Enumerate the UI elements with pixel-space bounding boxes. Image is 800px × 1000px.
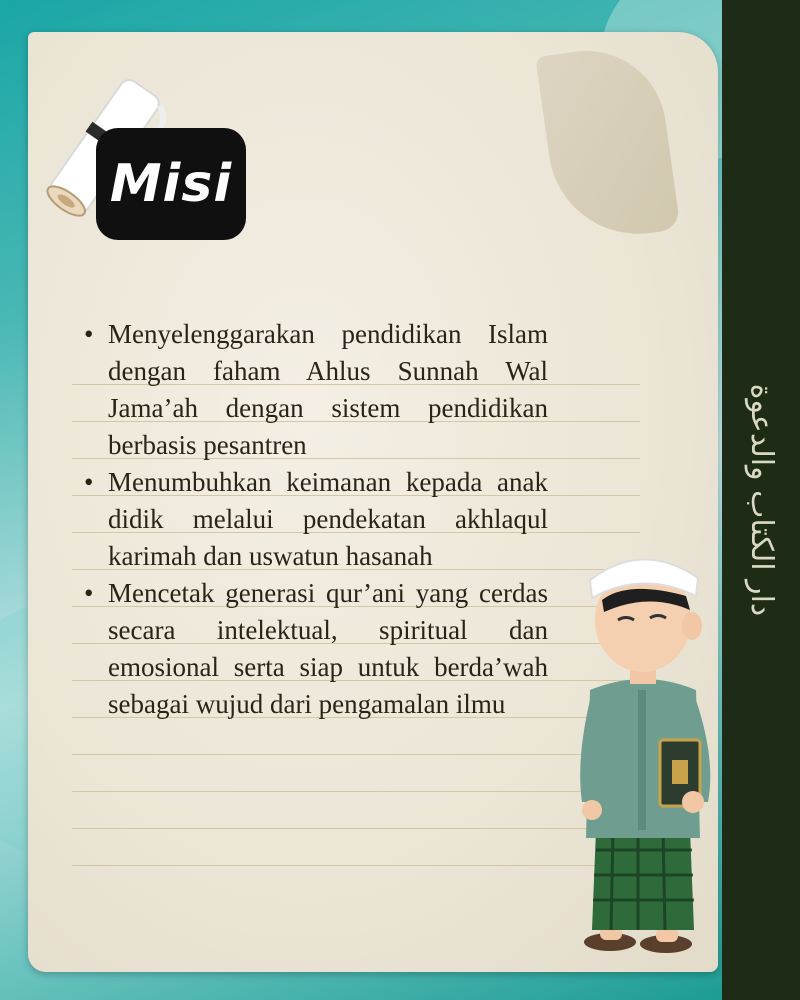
ruled-line <box>72 718 640 755</box>
side-pattern-panel <box>722 0 800 1000</box>
page-title: Misi <box>96 128 246 240</box>
mission-item <box>84 464 548 575</box>
mission-item-text: Menyelenggarakan pendidikan Islam dengan faham Ahlus Sunnah Wal Jama’ah dengan sistem pendidikan berbasis pesantren <box>108 319 548 460</box>
ruled-line <box>72 755 640 792</box>
mission-item <box>84 316 548 464</box>
ruled-line <box>72 792 640 829</box>
ruled-line <box>72 829 640 866</box>
mission-list <box>84 316 548 723</box>
student-with-quran-illustration <box>568 540 718 960</box>
bullet-icon: • <box>84 578 94 608</box>
side-pattern-text: دار الكتاب والدعوة <box>744 383 779 617</box>
bullet-icon: • <box>84 467 94 497</box>
mission-item <box>84 575 548 723</box>
bullet-icon: • <box>84 319 94 349</box>
mission-item-text: Mencetak generasi qur’ani yang cerdas secara intelektual, spiritual dan emosional serta siap untuk berda’wah sebagai wujud dari pengamalan ilmu <box>108 578 548 719</box>
mission-item-text: Menumbuhkan keimanan kepada anak didik melalui pendekatan akhlaqul karimah dan uswatun hasanah <box>108 467 548 571</box>
